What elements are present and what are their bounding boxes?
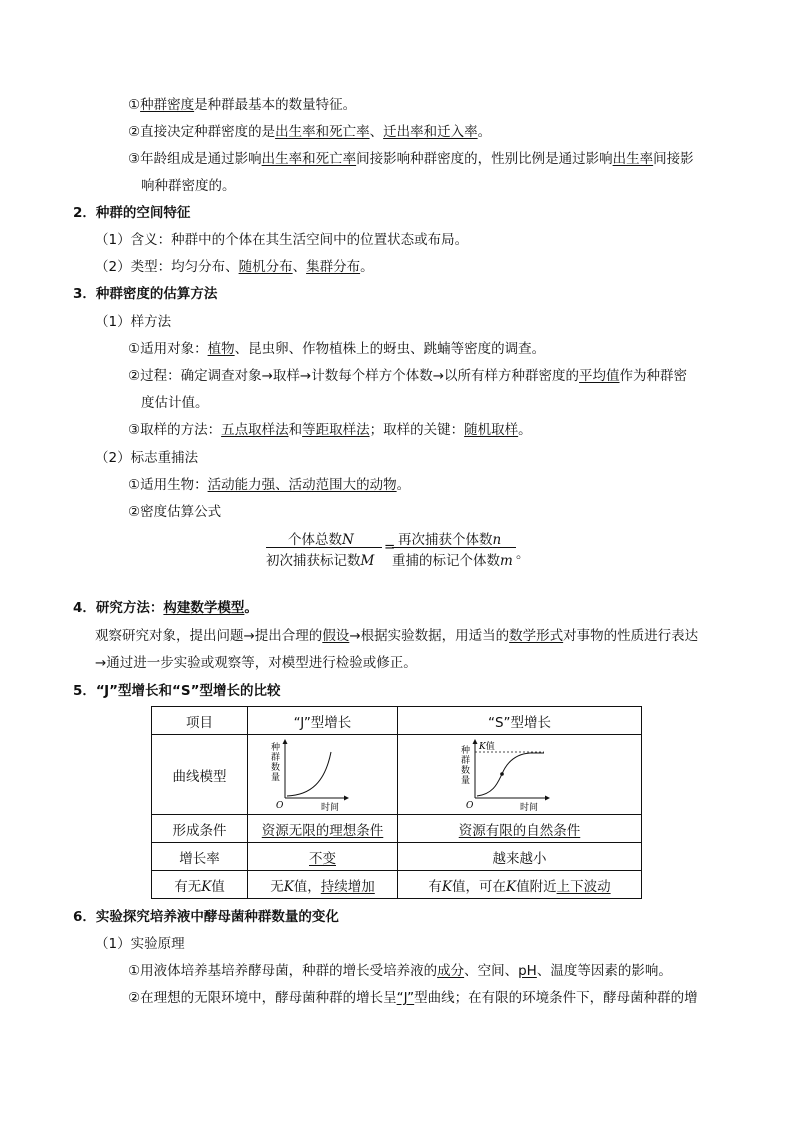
s-y-arrow (472, 739, 477, 744)
table-header-row (152, 707, 642, 735)
principle-item-2: ②在理想的无限环境中，酵母菌种群的增长呈“J”型曲线；在有限的环境条件下，酵母菌种群的增 (128, 990, 698, 1006)
s-ylabel-3: 数 (460, 765, 470, 776)
row-label-k-value: 有无K值 (152, 871, 248, 899)
quadrat-item-1: ①适用对象：植物、昆虫卵、作物植株上的蚜虫、跳蝻等密度的调查。 (128, 341, 546, 357)
s-curve-cell (398, 735, 642, 815)
header-s-growth: “S”型增长 (398, 707, 642, 735)
density-item-2: ②直接决定种群密度的是出生率和死亡率、迁出率和迁入率。 (128, 124, 492, 140)
s-origin-label: O (465, 800, 473, 811)
s-half-k-point (500, 772, 504, 776)
s-conditions: 资源有限的自然条件 (398, 815, 642, 843)
s-k-value: 有K值，可在K值附近上下波动 (398, 871, 642, 899)
quadrat-item-2: ②过程：确定调查对象→取样→计数每个样方个体数→以所有样方种群密度的平均值作为种群密 (128, 368, 688, 384)
formula-var-N: N (342, 532, 354, 548)
section-3-heading: 3．种群密度的估算方法 (73, 286, 218, 302)
s-x-arrow (545, 795, 550, 800)
formula-lhs-denominator: 初次捕获标记数 (266, 553, 361, 569)
principle-item-1: ①用液体培养基培养酵母菌，种群的增长受培养液的成分、空间、pH、温度等因素的影响。 (128, 963, 672, 979)
s-ylabel-1: 种 (460, 745, 470, 756)
header-item: 项目 (152, 707, 248, 735)
j-ylabel-2: 群 (270, 752, 280, 763)
quadrat-title: （1）样方法 (95, 314, 172, 330)
density-item-3-cont: 响种群密度的。 (141, 178, 236, 194)
table-row-k-value (152, 871, 642, 899)
formula-rhs (392, 528, 516, 568)
s-k-var: K (478, 741, 486, 752)
j-ylabel-1: 种 (270, 742, 280, 753)
s-ylabel-2: 群 (460, 755, 470, 766)
j-xlabel: 时间 (320, 802, 339, 812)
formula-rhs-denominator: 重捕的标记个体数 (392, 553, 500, 569)
j-curve-cell (248, 735, 398, 815)
s-k-text: 值 (485, 741, 495, 752)
section-5-heading: 5．“J”型增长和“S”型增长的比较 (73, 683, 281, 699)
mark-item-2: ②密度估算公式 (128, 504, 222, 520)
s-ylabel-4: 量 (460, 775, 470, 786)
formula-lhs-numerator: 个体总数 (288, 532, 342, 548)
formula-rhs-numerator: 再次捕获个体数 (398, 532, 493, 548)
formula-end: 。 (516, 546, 530, 562)
quadrat-item-3: ③取样的方法：五点取样法和等距取样法；取样的关键：随机取样。 (128, 422, 532, 438)
section-2-heading: 2．种群的空间特征 (73, 205, 191, 221)
density-item-3: ③年龄组成是通过影响出生率和死亡率间接影响种群密度的，性别比例是通过影响出生率间接影 (128, 151, 694, 167)
s-curve-graph (450, 738, 590, 812)
formula-lhs (266, 528, 382, 568)
j-k-value: 无K值，持续增加 (248, 871, 398, 899)
growth-comparison-table (151, 706, 642, 899)
method-line-1: 观察研究对象，提出问题→提出合理的假设→根据实验数据，用适当的数学形式对事物的性质进行表达 (95, 628, 699, 644)
experiment-principle-title: （1）实验原理 (95, 936, 185, 952)
density-item-1: ①种群密度是种群最基本的数量特征。 (128, 97, 357, 113)
section-6-heading: 6．实验探究培养液中酵母菌种群数量的变化 (73, 909, 339, 925)
quadrat-item-2-cont: 度估计值。 (141, 395, 209, 411)
s-growth-rate: 越来越小 (398, 843, 642, 871)
j-growth-rate: 不变 (248, 843, 398, 871)
formula-var-M: M (360, 553, 375, 569)
spatial-types: （2）类型：均匀分布、随机分布、集群分布。 (95, 259, 374, 275)
s-xlabel: 时间 (519, 802, 538, 812)
formula-var-n: n (492, 532, 502, 548)
mark-recapture-title: （2）标志重捕法 (95, 450, 199, 466)
j-conditions: 资源无限的理想条件 (248, 815, 398, 843)
j-y-arrow (282, 739, 287, 744)
row-label-curve-model: 曲线模型 (152, 735, 248, 815)
row-label-conditions: 形成条件 (152, 815, 248, 843)
j-ylabel-4: 量 (270, 772, 280, 783)
table-row-conditions (152, 815, 642, 843)
s-k-label (478, 740, 495, 752)
formula-equals: = (384, 539, 396, 555)
table-row-curve-model (152, 735, 642, 815)
method-line-2: →通过进一步实验或观察等，对模型进行检验或修正。 (95, 655, 417, 671)
table-row-growth-rate (152, 843, 642, 871)
s-growth-curve (477, 753, 544, 796)
j-growth-curve (287, 752, 331, 796)
j-origin-label: O (275, 800, 283, 811)
formula-lhs-bar (266, 547, 382, 548)
j-ylabel-3: 数 (270, 762, 280, 773)
spatial-definition: （1）含义：种群中的个体在其生活空间中的位置状态或布局。 (95, 232, 469, 248)
section-4-heading: 4．研究方法：构建数学模型。 (73, 600, 258, 616)
formula-var-m: m (500, 553, 513, 569)
mark-item-1: ①适用生物：活动能力强、活动范围大的动物。 (128, 477, 411, 493)
formula-rhs-bar (392, 547, 516, 548)
j-curve-graph (263, 738, 383, 812)
j-x-arrow (344, 795, 349, 800)
row-label-growth-rate: 增长率 (152, 843, 248, 871)
header-j-growth: “J”型增长 (248, 707, 398, 735)
